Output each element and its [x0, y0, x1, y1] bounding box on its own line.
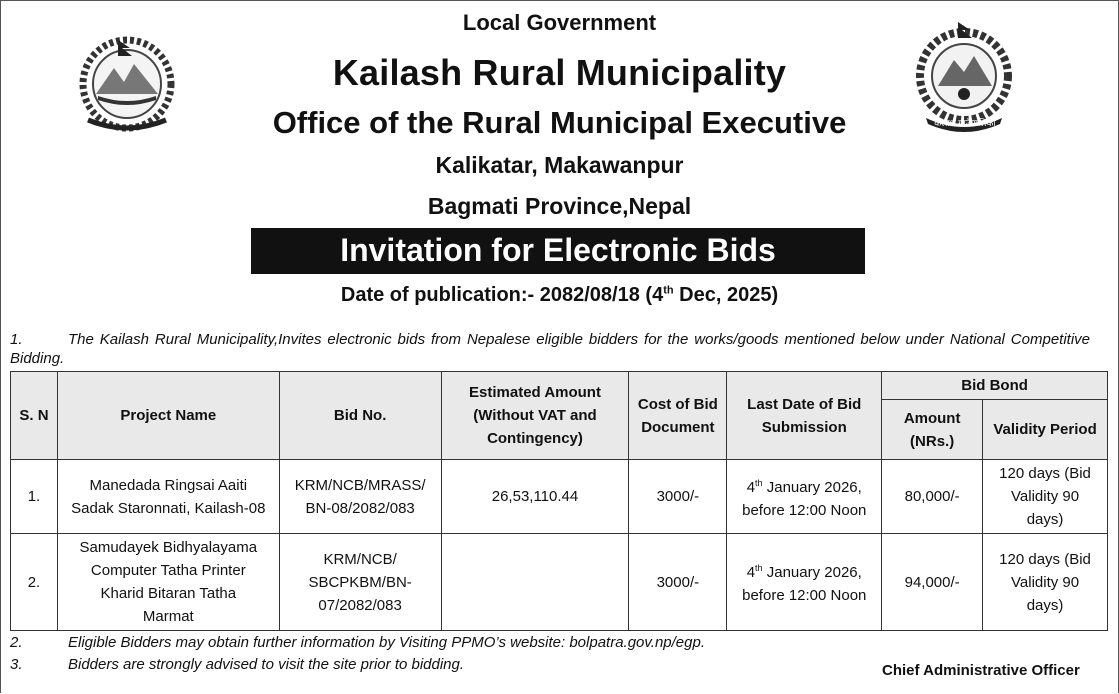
last-date-line: before 12:00 Noon [742, 501, 867, 519]
cell-validity [983, 460, 1108, 534]
cell-cost: 3000/- [629, 534, 727, 631]
project-line: Sadak Staronnati, Kailash-08 [71, 499, 266, 517]
date-day: 4 [746, 478, 756, 496]
cell-sn: 2. [11, 534, 58, 631]
local-government-heading: Local Government [462, 10, 657, 35]
header-estimated-amount [441, 372, 629, 460]
cell-estimated-amount: 26,53,110.44 [441, 460, 629, 534]
date-sup: th [755, 563, 763, 573]
bid-line: KRM/NCB/ [323, 550, 397, 568]
header-amount [882, 400, 983, 460]
note-1 [10, 330, 1090, 368]
header-validity-period: Validity Period [983, 400, 1108, 460]
note-2-number: 2. [10, 634, 23, 651]
note-3-number: 3. [10, 656, 23, 673]
note-1-text: The Kailash Rural Municipality,Invites electronic bids from Nepalese eligible bidders for the works/goods mentioned below under National Competitive Bidding. [10, 331, 1090, 367]
cell-amount: 94,000/- [882, 534, 983, 631]
cell-bid-no [279, 534, 441, 631]
publication-date [0, 284, 1119, 307]
bid-line: SBCPKBM/BN- [308, 573, 412, 591]
bid-line: KRM/NCB/MRASS/ [294, 476, 426, 494]
cell-validity [983, 534, 1108, 631]
municipality-title: Kailash Rural Municipality [332, 52, 787, 93]
publication-date-prefix: Date of publication:- 2082/08/18 (4 [340, 284, 664, 306]
header-project-name: Project Name [57, 372, 279, 460]
bids-table [10, 371, 1108, 631]
note-2-text: Eligible Bidders may obtain further information by Visiting PPMO’s website: bolpatra.gov.np/egp. [68, 634, 706, 651]
publication-date-suffix: Dec, 2025) [673, 284, 779, 306]
validity-line: 120 days (Bid [999, 550, 1091, 568]
signature-title: Chief Administrative Officer [882, 662, 1080, 679]
note-2 [10, 633, 1090, 652]
header-cost-of-bid [629, 372, 727, 460]
header-estimated-line: Contingency) [487, 430, 583, 447]
validity-line: days) [1026, 511, 1064, 528]
invitation-banner: Invitation for Electronic Bids [251, 228, 865, 274]
cell-cost: 3000/- [629, 460, 727, 534]
header-estimated-line: (Without VAT and [473, 407, 597, 424]
header-last-line: Submission [761, 418, 847, 436]
header-estimated-line: Estimated Amount [469, 384, 601, 401]
last-date-line: before 12:00 Noon [742, 587, 867, 604]
cell-amount: 80,000/- [882, 460, 983, 534]
project-line: Marmat [142, 608, 194, 625]
last-date-line [731, 472, 877, 499]
project-line: Computer Tatha Printer [90, 562, 246, 579]
seal-caption: कैलाश गाउँपालिका [934, 118, 996, 128]
header-sn: S. N [11, 372, 58, 460]
header-last-line: Last Date of Bid [747, 395, 862, 413]
cell-project-name [57, 460, 279, 534]
date-sup: th [755, 477, 763, 488]
date-day: 4 [746, 564, 756, 581]
cell-bid-no [279, 460, 441, 534]
header-cost-line: Cost of Bid [637, 395, 718, 413]
project-line: Kharid Bitaran Tatha [100, 585, 237, 602]
validity-line: Validity 90 [1011, 573, 1080, 591]
note-3-text: Bidders are strongly advised to visit the site prior to bidding. [68, 656, 465, 673]
header-amount-line: (NRs.) [910, 432, 955, 450]
project-line: Samudayek Bidhyalayama [79, 539, 258, 556]
last-date-line [731, 557, 877, 584]
project-line: Manedada Ringsai Aaiti [89, 476, 248, 494]
header-bid-bond: Bid Bond [882, 372, 1108, 400]
date-rest: January 2026, [762, 564, 862, 581]
province-line: Bagmati Province,Nepal [427, 193, 692, 219]
office-title: Office of the Rural Municipal Executive [272, 105, 847, 140]
header-cost-line: Document [641, 418, 715, 436]
validity-line: days) [1026, 596, 1064, 614]
address-line: Kalikatar, Makawanpur [435, 152, 684, 178]
bid-line: 07/2082/083 [318, 596, 402, 614]
header-last-date [727, 372, 882, 460]
publication-date-sup: th [663, 284, 674, 297]
cell-last-date [727, 460, 882, 534]
header-amount-line: Amount [903, 409, 961, 427]
header-bid-no: Bid No. [279, 372, 441, 460]
date-rest: January 2026, [762, 478, 862, 496]
validity-line: 120 days (Bid [999, 465, 1091, 482]
cell-last-date [727, 534, 882, 631]
table-row [11, 460, 1108, 534]
note-1-number: 1. [10, 331, 23, 348]
validity-line: Validity 90 [1011, 488, 1080, 505]
cell-project-name [57, 534, 279, 631]
table-row [11, 534, 1108, 631]
bid-line: BN-08/2082/083 [305, 499, 415, 517]
cell-estimated-amount [441, 534, 629, 631]
cell-sn: 1. [11, 460, 58, 534]
